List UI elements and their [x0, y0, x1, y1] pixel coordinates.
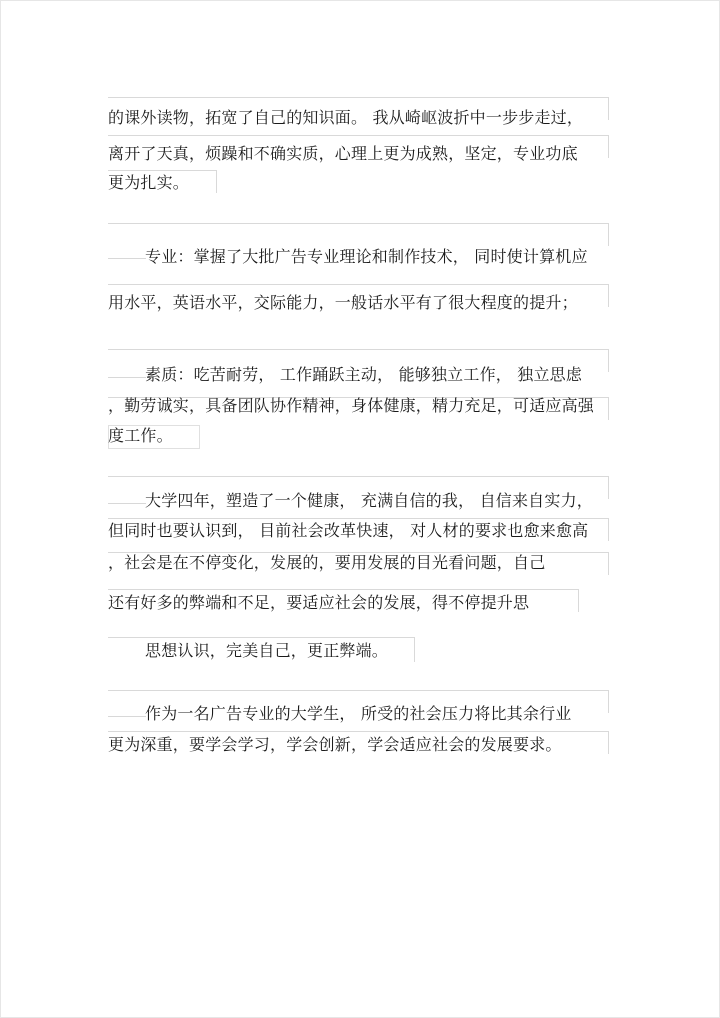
text-line: 用水平，英语水平，交际能力，一般话水平有了很大程度的提升；	[108, 293, 578, 312]
text-frame	[108, 223, 609, 246]
text-line: 离开了天真，烦躁和不确实质，心理上更为成熟，坚定，专业功底	[108, 144, 578, 163]
text-line: 更为扎实。	[108, 173, 190, 192]
text-line: 还有好多的弊端和不足，要适应社会的发展，得不停提升思	[108, 593, 530, 612]
indent-leader	[108, 258, 146, 259]
text-line: 的课外读物，拓宽了自己的知识面。 我从崎岖波折中一步步走过，	[108, 108, 584, 127]
text-line: 但同时也要认识到， 目前社会改革快速， 对人材的要求也愈来愈高	[108, 521, 589, 540]
text-line: 素质：吃苦耐劳， 工作踊跃主动， 能够独立工作， 独立思虑	[145, 365, 583, 384]
indent-leader	[108, 503, 146, 504]
text-line: 度工作。	[108, 426, 173, 445]
indent-leader	[108, 716, 146, 717]
text-line: 大学四年，塑造了一个健康， 充满自信的我， 自信来自实力，	[145, 491, 593, 510]
indent-leader	[108, 377, 146, 378]
text-line: 思想认识，完美自己，更正弊端。	[145, 641, 389, 660]
text-line: ，社会是在不停变化，发展的，要用发展的目光看问题，自己	[108, 553, 546, 572]
text-line: 更为深重，要学会学习，学会创新，学会适应社会的发展要求。	[108, 735, 562, 754]
text-line: 作为一名广告专业的大学生， 所受的社会压力将比其余行业	[145, 704, 572, 723]
text-line: ，勤劳诚实，具备团队协作精神，身体健康，精力充足，可适应高强	[108, 396, 595, 415]
text-line: 专业：掌握了大批广告专业理论和制作技术， 同时使计算机应	[145, 247, 588, 266]
